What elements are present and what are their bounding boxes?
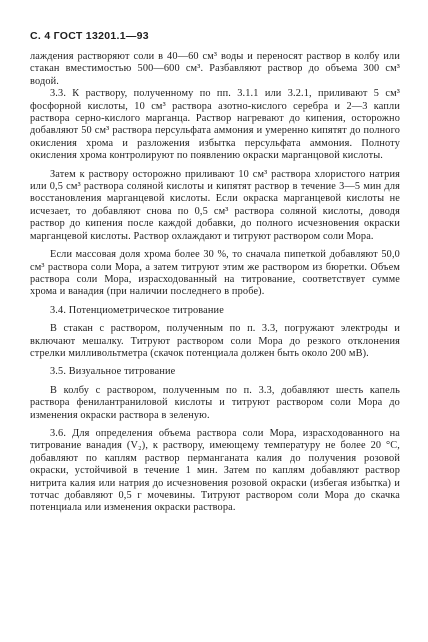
paragraph-potentiometric: В стакан с раствором, полученным по п. 3.3, погружают электроды и включают мешалку. Титруют раствором соли Мора до резкого отклонения стрелки милливольтметра (скачок потенциала должен быть около 200 мВ).: [30, 323, 400, 359]
paragraph-visual: В колбу с раствором, полученным по п. 3.3, добавляют шесть капель раствора фенилантраниловой кислоты и титруют раствором соли Мора до изменения окраски раствора в зеленую.: [30, 384, 400, 421]
paragraph-3-6: 3.6. Для определения объема раствора соли Мора, израсходованного на титрование ванадия (V₂), к раствору, имеющему температуру не более 20 °С, добавляют по каплям раствор перманганата калия до получения розовой окраски, устойчивой в течение 1 мин. Затем по каплям добавляют раствор нитрита калия или натрия до исчезновения розовой окраски (избегая избытка) и тотчас добавляют 0,5 г мочевины. Титруют раствором соли Мора до скачка потенциала или изменения окраски раствора.: [30, 427, 400, 514]
paragraph-continuation: лаждения растворяют соли в 40—60 см³ воды и переносят раствор в колбу или стакан вместимостью 500—600 см³. Разбавляют раствор до объема 300 см³ водой.: [30, 51, 400, 87]
paragraph-reduction: Затем к раствору осторожно приливают 10 см³ раствора хлористого натрия или 0,5 см³ раствора соляной кислоты и кипятят раствор в течение 3—5 мин для восстановления марганцевой кислоты. Если окраска марганцевой кислоты не исчезает, то добавляют снова по 0,5 см³ раствора соляной кислоты, доводя раствор до кипения после каждой добавки, до полного исчезновения окраски марганцевой кислоты. Раствор охлаждают и титруют раствором соли Мора.: [30, 168, 400, 242]
paragraph-high-chromium: Если массовая доля хрома более 30 %, то сначала пипеткой добавляют 50,0 см³ раствора соли Мора, а затем титруют этим же раствором из бюретки. Объем раствора соли Мора, израсходованный на титрование, соответствует сумме хрома и ванадия (при наличии последнего в пробе).: [30, 249, 400, 298]
document-body: [30, 51, 400, 515]
page-header: С. 4 ГОСТ 13201.1—93: [30, 30, 149, 42]
section-heading-3-5: 3.5. Визуальное титрование: [50, 366, 176, 378]
section-heading-3-4: 3.4. Потенциометрическое титрование: [50, 304, 224, 316]
paragraph-3-3: 3.3. К раствору, полученному по пп. 3.1.1 или 3.2.1, приливают 5 см³ фосфорной кислоты, 10 см³ раствора азотно-кислого серебра и 2—3 капли раствора серно-кислого марганца. Раствор нагревают до кипения, осторожно добавляют 50 см³ раствора персульфата аммония и умеренно кипятят до полного окисления хрома и разложения избытка персульфата аммония. Полноту окисления хрома контролируют по появлению окраски марганцовой кислоты.: [30, 88, 400, 162]
